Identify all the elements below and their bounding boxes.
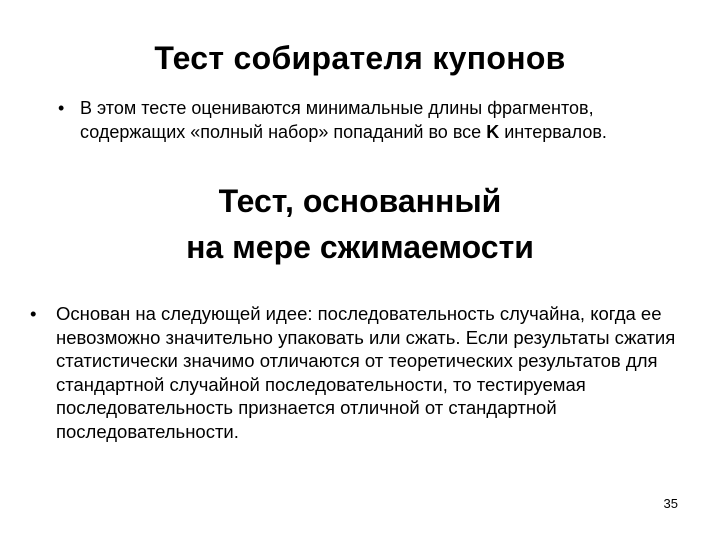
section-title: [0, 178, 720, 270]
bullet-marker: •: [30, 303, 37, 324]
bullet-text-after: интервалов.: [499, 122, 607, 142]
bullet-coupon-test: [58, 96, 658, 144]
bullet-row: [58, 96, 658, 144]
slide-title: Тест собирателя купонов: [154, 40, 566, 76]
bullet-marker: •: [58, 98, 65, 118]
page-number: 35: [663, 496, 678, 511]
bullet-text: Основан на следующей идее: последовательность случайна, когда ее невозможно значительно упаковать или сжать. Если результаты сжатия статистически значимо отличаются от теоретических результатов для стандартной случайной последовательности, то тестируемая последовательность признается отличной от стандартной последовательности.: [56, 303, 676, 442]
bullet-text: [80, 96, 658, 144]
section-title-line2: на мере сжимаемости: [186, 229, 534, 265]
bullet-compression-test: [30, 302, 700, 443]
bullet-text-before: В этом тесте оцениваются минимальные длины фрагментов, содержащих «полный набор» попаданий во все: [80, 98, 594, 142]
section-title-line1: Тест, основанный: [218, 183, 502, 219]
bullet-k-symbol: K: [486, 122, 500, 142]
bullet-row: [30, 302, 700, 443]
